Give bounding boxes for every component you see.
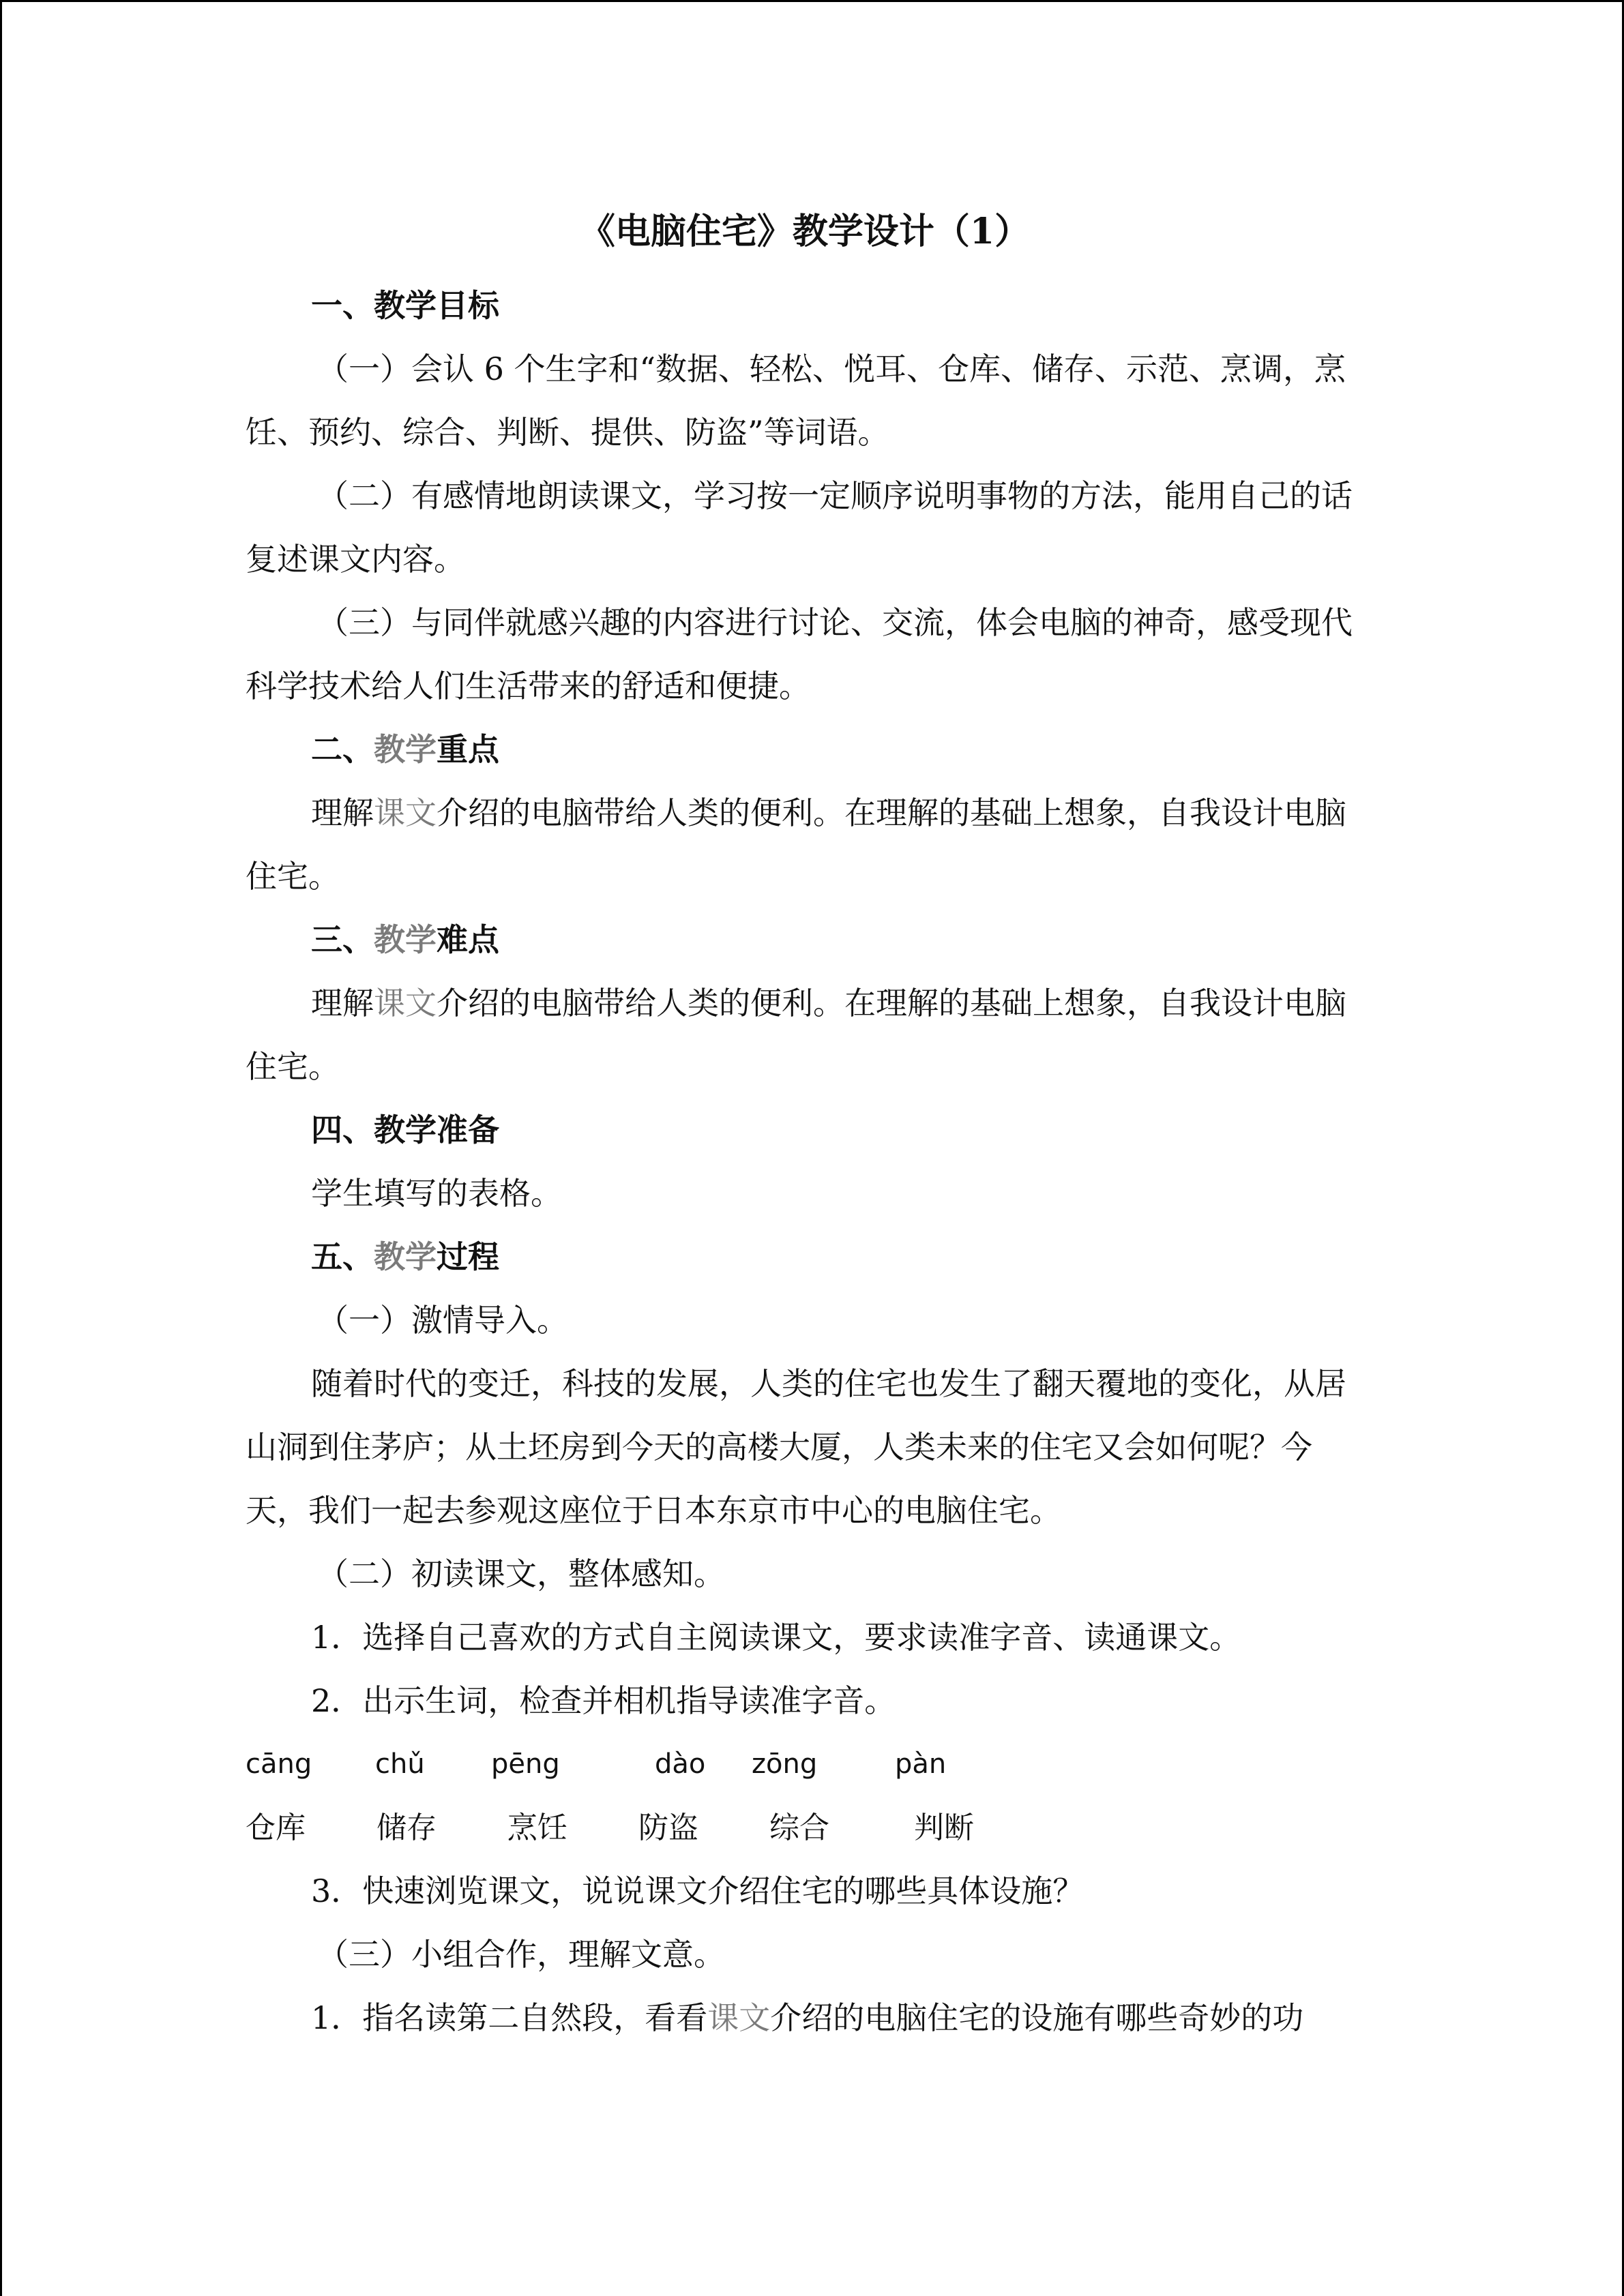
pinyin-row [246,1733,1364,1796]
section-heading-preparation: 四、教学准备 [311,1112,499,1148]
step-3-heading: （三）小组合作，理解文意。 [317,1936,725,1973]
pinyin-item: chǔ [375,1748,425,1780]
pinyin-item: pēng [491,1748,560,1780]
section-heading-process: 五、教学过程 [311,1238,499,1275]
document-body [246,205,1364,2050]
step-1-heading: （一）激情导入。 [317,1302,568,1339]
step-2-item-1: 1．选择自己喜欢的方式自主阅读课文，要求读准字音、读通课文。 [311,1619,1241,1656]
step-3-item-1: 1．指名读第二自然段，看看课文介绍的电脑住宅的设施有哪些奇妙的功 [311,1999,1304,2036]
page-top-border [0,0,1624,2]
objective-2: （二）有感情地朗读课文，学习按一定顺序说明事物的方法，能用自己的话复述课文内容。 [246,477,1353,578]
step-2-heading: （二）初读课文，整体感知。 [317,1555,725,1592]
section-heading-objectives: 一、教学目标 [311,287,499,324]
vocab-word: 储存 [377,1810,437,1845]
section-heading-difficulties: 三、教学难点 [311,921,499,958]
vocab-word: 综合 [769,1810,829,1845]
preparation-text: 学生填写的表格。 [311,1175,562,1212]
step-2-item-2: 2．出示生词，检查并相机指导读准字音。 [311,1682,896,1719]
step-1-text: 随着时代的变迁，科技的发展，人类的住宅也发生了翻天覆地的变化，从居山洞到住茅庐；从土坯房到今天的高楼大厦，人类未来的住宅又会如何呢？今天，我们一起去参观这座位于日本东京市中心的电脑住宅。 [246,1365,1346,1529]
page-left-border [0,0,2,2296]
pinyin-item: zōng [752,1748,818,1780]
vocab-row [246,1796,1364,1860]
page-title: 《电脑住宅》教学设计（1） [579,211,1031,252]
objective-1: （一）会认 6 个生字和“数据、轻松、悦耳、仓库、储存、示范、烹调，烹饪、预约、综合、判断、提供、防盗”等词语。 [246,351,1346,451]
pinyin-item: dào [655,1748,706,1780]
vocab-word: 仓库 [246,1810,306,1845]
vocab-word: 烹饪 [507,1810,567,1845]
vocab-word: 判断 [914,1810,974,1845]
section-heading-key-points: 二、教学重点 [311,731,499,768]
objective-3: （三）与同伴就感兴趣的内容进行讨论、交流，体会电脑的神奇，感受现代科学技术给人们生活带来的舒适和便捷。 [246,604,1353,704]
pinyin-item: pàn [895,1748,947,1780]
step-2-item-3: 3．快速浏览课文，说说课文介绍住宅的哪些具体设施？ [311,1873,1084,1909]
pinyin-item: cāng [246,1748,312,1780]
key-points-text: 理解课文介绍的电脑带给人类的便利。在理解的基础上想象，自我设计电脑住宅。 [246,794,1346,895]
vocab-word: 防盗 [638,1810,698,1845]
difficulties-text: 理解课文介绍的电脑带给人类的便利。在理解的基础上想象，自我设计电脑住宅。 [246,985,1346,1085]
